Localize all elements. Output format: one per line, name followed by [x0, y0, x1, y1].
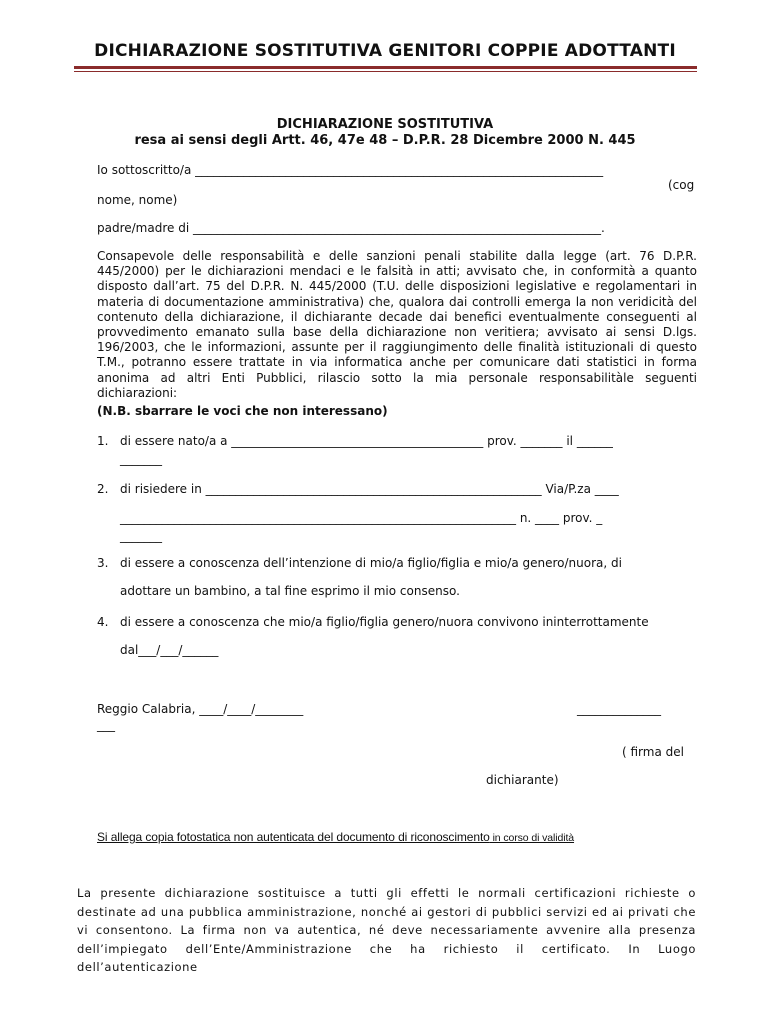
- item-4-line2: dal___/___/______: [120, 643, 219, 657]
- signer-hint-b: nome, nome): [97, 193, 178, 207]
- place-date: Reggio Calabria, ____/____/________: [97, 702, 304, 716]
- signer-hint-a: (cog: [668, 178, 695, 192]
- page-title: DICHIARAZIONE SOSTITUTIVA GENITORI COPPIE ADOTTANTI: [94, 41, 676, 61]
- declaration-text: Consapevole delle responsabilità e delle sanzioni penali stabilite dalla legge (art. 76 D.P.R. 445/2000) per le dichiarazioni mendaci e le falsità in atti; avvisato che, in conformità a quanto disposto dall’art. 75 del D.P.R. N. 445/2000 (T.U. delle disposizioni legislative e regolamentari in materia di documentazione amministrativa) che, qualora dai controlli emerga la non veridicità del contenuto della dichiarazione, il dichiarante decade dai benefici eventualmente conseguenti al provvedimento emanato sulla base della dichiarazione non veritiera; avvisato ai sensi D.lgs. 196/2003, che le informazioni, assunte per il raggiungimento delle finalità istituzionali di questo T.M., potranno essere trattate in via informatica anche per comunicare dati statistici in forma anonima ad altri Enti Pubblici, rilascio sotto la mia personale responsabilitàle seguenti dichiarazioni:: [97, 249, 697, 400]
- attachment-main: Si allega copia fotostatica non autenticata del documento di riconoscimento: [97, 830, 490, 844]
- signer-line: Io sottoscritto/a ____________________________________________________________________: [97, 163, 604, 177]
- item-2-num: 2.: [97, 482, 109, 496]
- declaration-paragraph: [97, 249, 697, 401]
- attachment-small: in corso di validità: [489, 832, 575, 844]
- item-2-line2: __________________________________________________________________ n. ____ prov. _: [120, 511, 603, 525]
- heading-line2: resa ai sensi degli Artt. 46, 47e 48 – D.P.R. 28 Dicembre 2000 N. 445: [134, 133, 636, 148]
- footer-paragraph: [77, 884, 696, 977]
- item-1-line1: di essere nato/a a __________________________________________ prov. _______ il ______: [120, 434, 613, 448]
- footer-text: La presente dichiarazione sostituisce a tutti gli effetti le normali certificazioni richieste o destinate ad una pubblica amministrazione, nonché ai gestori di pubblici servizi ed ai privati che vi consentono. La firma non va autentica, né deve necessariamente avvenire alla presenza dell’impiegato dell’Ente/Amministrazione che ha richiesto il certificato. In Luogo dell’autenticazione: [77, 886, 696, 974]
- parent-line: padre/madre di ____________________________________________________________________.: [97, 221, 605, 235]
- attachment-note: [97, 830, 574, 844]
- nb-note: (N.B. sbarrare le voci che non interessano): [97, 404, 388, 418]
- item-1-num: 1.: [97, 434, 109, 448]
- signature-line-cont: ___: [97, 718, 115, 732]
- item-2-line3: _______: [120, 529, 162, 543]
- item-4-num: 4.: [97, 615, 109, 629]
- item-2-line1: di risiedere in ________________________________________________________ Via/P.za ____: [120, 482, 619, 496]
- item-3-line2: adottare un bambino, a tal fine esprimo il mio consenso.: [120, 584, 460, 598]
- signature-label-a: ( firma del: [622, 745, 684, 759]
- signature-label-b: dichiarante): [486, 773, 559, 787]
- item-1-line2: _______: [120, 452, 162, 466]
- item-3-line1: di essere a conoscenza dell’intenzione di mio/a figlio/figlia e mio/a genero/nuora, di: [120, 556, 622, 570]
- heading-line1: DICHIARAZIONE SOSTITUTIVA: [276, 117, 494, 132]
- item-3-num: 3.: [97, 556, 109, 570]
- signature-line: ______________: [577, 702, 661, 716]
- title-rule-thick: [74, 66, 697, 69]
- title-rule-thin: [74, 71, 697, 72]
- item-4-line1: di essere a conoscenza che mio/a figlio/figlia genero/nuora convivono ininterrottamente: [120, 615, 649, 629]
